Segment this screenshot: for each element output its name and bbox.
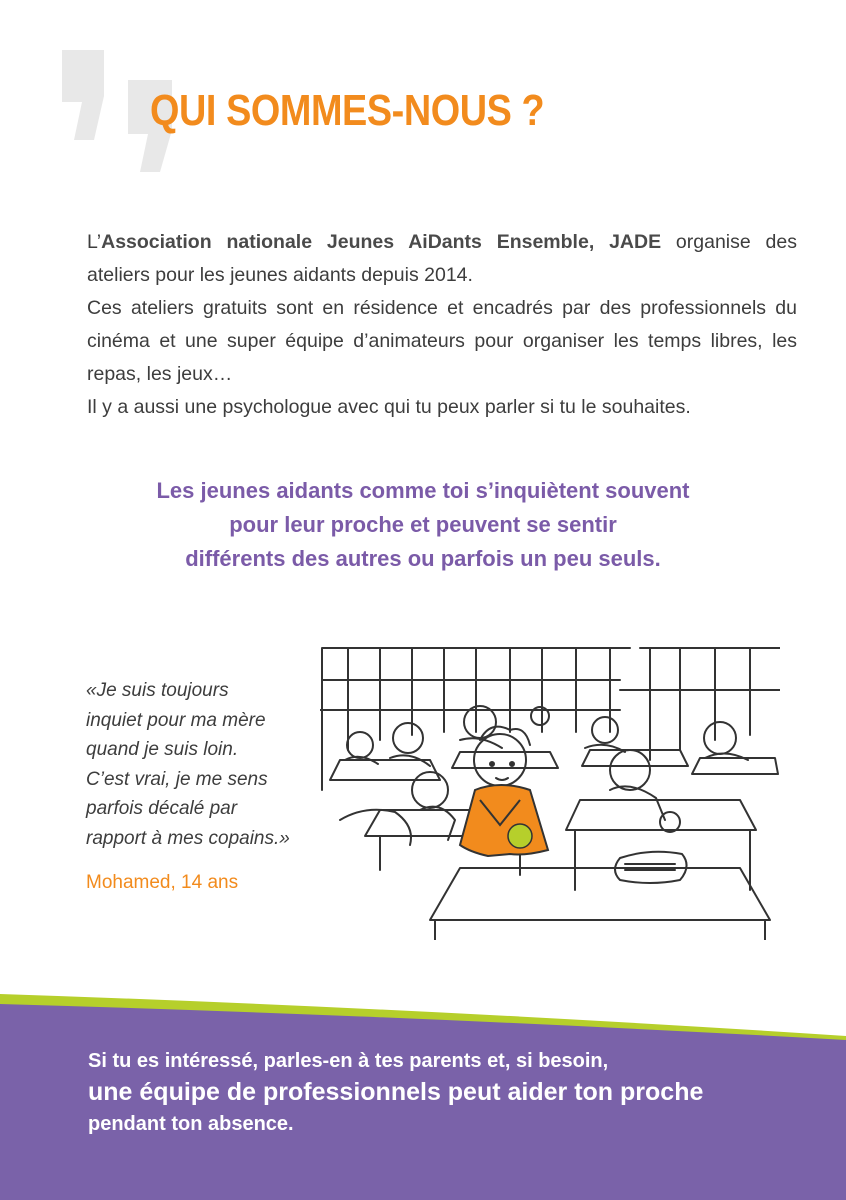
testimony-line: quand je suis loin. xyxy=(86,739,239,760)
footer-line-2: une équipe de professionnels peut aider ton proche xyxy=(88,1078,704,1106)
highlight-message xyxy=(60,474,786,576)
intro-paragraph-1 xyxy=(87,226,797,292)
page-title: QUI SOMMES-NOUS ? xyxy=(150,86,545,135)
footer-line-1: Si tu es intéressé, parles-en à tes parents et, si besoin, xyxy=(88,1050,609,1072)
highlight-line-1: Les jeunes aidants comme toi s’inquiètent souvent xyxy=(156,478,690,503)
organisation-name: Association nationale Jeunes AiDants Ensemble, JADE xyxy=(101,231,662,253)
intro-prefix: L’ xyxy=(87,231,102,253)
testimony-quote xyxy=(86,676,326,853)
testimony-line: parfois décalé par xyxy=(86,798,238,819)
testimony-line: inquiet pour ma mère xyxy=(86,709,266,731)
highlight-line-2: pour leur proche et peuvent se sentir xyxy=(229,512,617,537)
intro-suffix: organise des ateliers pour les jeunes aidants depuis 2014. xyxy=(87,231,797,286)
intro-paragraph-2: Ces ateliers gratuits sont en résidence et encadrés par des professionnels du cinéma et une super équipe d’animateurs pour organiser les temps libres, les repas, les jeux… xyxy=(87,297,797,385)
highlight-line-3: différents des autres ou parfois un peu seuls. xyxy=(185,546,661,571)
testimony-line: «Je suis toujours xyxy=(86,680,229,701)
testimony-line: rapport à mes copains.» xyxy=(86,827,290,849)
footer-line-3: pendant ton absence. xyxy=(88,1113,294,1135)
testimony-line: C’est vrai, je me sens xyxy=(86,768,268,790)
testimony-author: Mohamed, 14 ans xyxy=(86,872,239,893)
footer-message xyxy=(88,1046,808,1140)
intro-text xyxy=(87,226,797,424)
classroom-illustration xyxy=(320,640,780,940)
intro-paragraph-3: Il y a aussi une psychologue avec qui tu peux parler si tu le souhaites. xyxy=(87,396,691,418)
